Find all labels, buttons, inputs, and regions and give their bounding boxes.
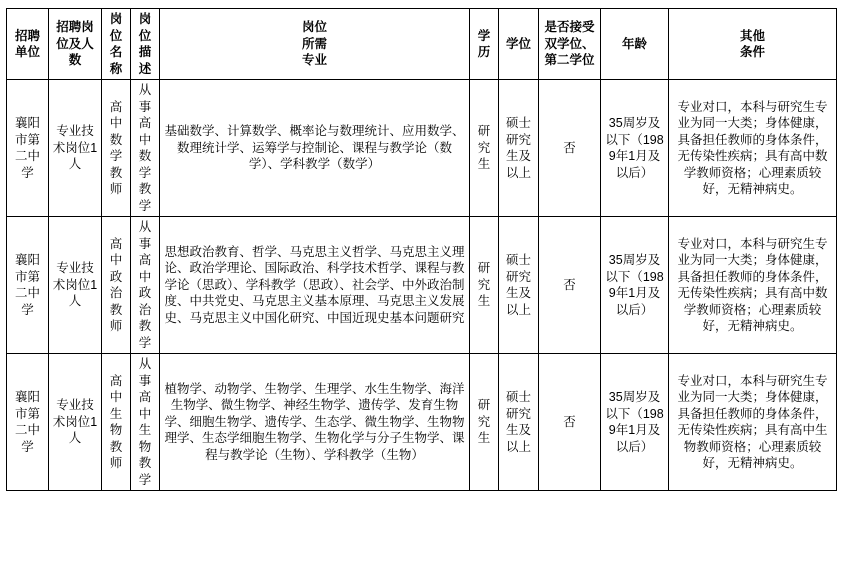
cell-major: 基础数学、计算数学、概率论与数理统计、应用数学、数理统计学、运筹学与控制论、课程与教学论（数学）、学科教学（数学） — [160, 80, 470, 217]
cell-double-degree: 否 — [539, 354, 601, 491]
header-age: 年龄 — [601, 9, 669, 80]
header-other-line1: 其他 — [739, 28, 765, 43]
cell-post-count: 专业技术岗位1人 — [49, 80, 102, 217]
cell-post-desc: 从事高中生物教学 — [131, 354, 160, 491]
cell-double-degree: 否 — [539, 80, 601, 217]
cell-education: 研究生 — [470, 80, 499, 217]
cell-unit: 襄阳市第二中学 — [7, 354, 49, 491]
header-post-name: 岗位名称 — [102, 9, 131, 80]
cell-age: 35周岁及以下（1989年1月及以后） — [601, 217, 669, 354]
cell-post-name: 高中生物教师 — [102, 354, 131, 491]
cell-post-count: 专业技术岗位1人 — [49, 217, 102, 354]
header-major-line1: 岗位 — [301, 20, 327, 35]
header-other — [669, 9, 837, 80]
header-major-line2: 所需 — [301, 36, 327, 51]
table-header-row — [7, 9, 837, 80]
header-double-degree: 是否接受双学位、第二学位 — [539, 9, 601, 80]
cell-major: 植物学、动物学、生物学、生理学、水生生物学、海洋生物学、微生物学、神经生物学、遗传学、发育生物学、细胞生物学、遗传学、生态学、微生物学、生物物理学、生态学细胞生物学、生物化学与分子生物学、课程与教学论（生物）、学科教学（生物） — [160, 354, 470, 491]
cell-degree: 硕士研究生及以上 — [499, 217, 539, 354]
header-post-desc: 岗位描述 — [131, 9, 160, 80]
cell-other: 专业对口，本科与研究生专业为同一大类；身体健康，具备担任教师的身体条件，无传染性疾病；具有高中数学教师资格；心理素质较好，无精神病史。 — [669, 80, 837, 217]
cell-education: 研究生 — [470, 217, 499, 354]
header-degree: 学位 — [499, 9, 539, 80]
header-other-line2: 条件 — [739, 45, 765, 59]
cell-post-name: 高中政治教师 — [102, 217, 131, 354]
cell-post-desc: 从事高中政治教学 — [131, 217, 160, 354]
header-education: 学历 — [470, 9, 499, 80]
cell-post-name: 高中数学教师 — [102, 80, 131, 217]
cell-other: 专业对口，本科与研究生专业为同一大类；身体健康，具备担任教师的身体条件，无传染性疾病；具有高中生物教师资格；心理素质较好，无精神病史。 — [669, 354, 837, 491]
cell-degree: 硕士研究生及以上 — [499, 354, 539, 491]
cell-post-count: 专业技术岗位1人 — [49, 354, 102, 491]
cell-major: 思想政治教育、哲学、马克思主义哲学、马克思主义理论、政治学理论、国际政治、科学技术哲学、课程与教学论（思政）、学科教学（思政）、社会学、中外政治制度、中共党史、马克思主义基本原理、马克思主义发展史、马克思主义中国化研究、中国近现史基本问题研究 — [160, 217, 470, 354]
cell-double-degree: 否 — [539, 217, 601, 354]
cell-education: 研究生 — [470, 354, 499, 491]
table-row — [7, 217, 837, 354]
cell-unit: 襄阳市第二中学 — [7, 217, 49, 354]
table-row — [7, 80, 837, 217]
cell-unit: 襄阳市第二中学 — [7, 80, 49, 217]
cell-age: 35周岁及以下（1989年1月及以后） — [601, 80, 669, 217]
table-row — [7, 354, 837, 491]
cell-other: 专业对口，本科与研究生专业为同一大类；身体健康，具备担任教师的身体条件，无传染性疾病；具有高中数学教师资格；心理素质较好，无精神病史。 — [669, 217, 837, 354]
header-post-count: 招聘岗位及人数 — [49, 9, 102, 80]
cell-age: 35周岁及以下（1989年1月及以后） — [601, 354, 669, 491]
recruitment-table — [6, 8, 837, 491]
cell-degree: 硕士研究生及以上 — [499, 80, 539, 217]
header-unit: 招聘单位 — [7, 9, 49, 80]
header-major — [160, 9, 470, 80]
header-major-line3: 专业 — [301, 53, 327, 68]
cell-post-desc: 从事高中数学教学 — [131, 80, 160, 217]
